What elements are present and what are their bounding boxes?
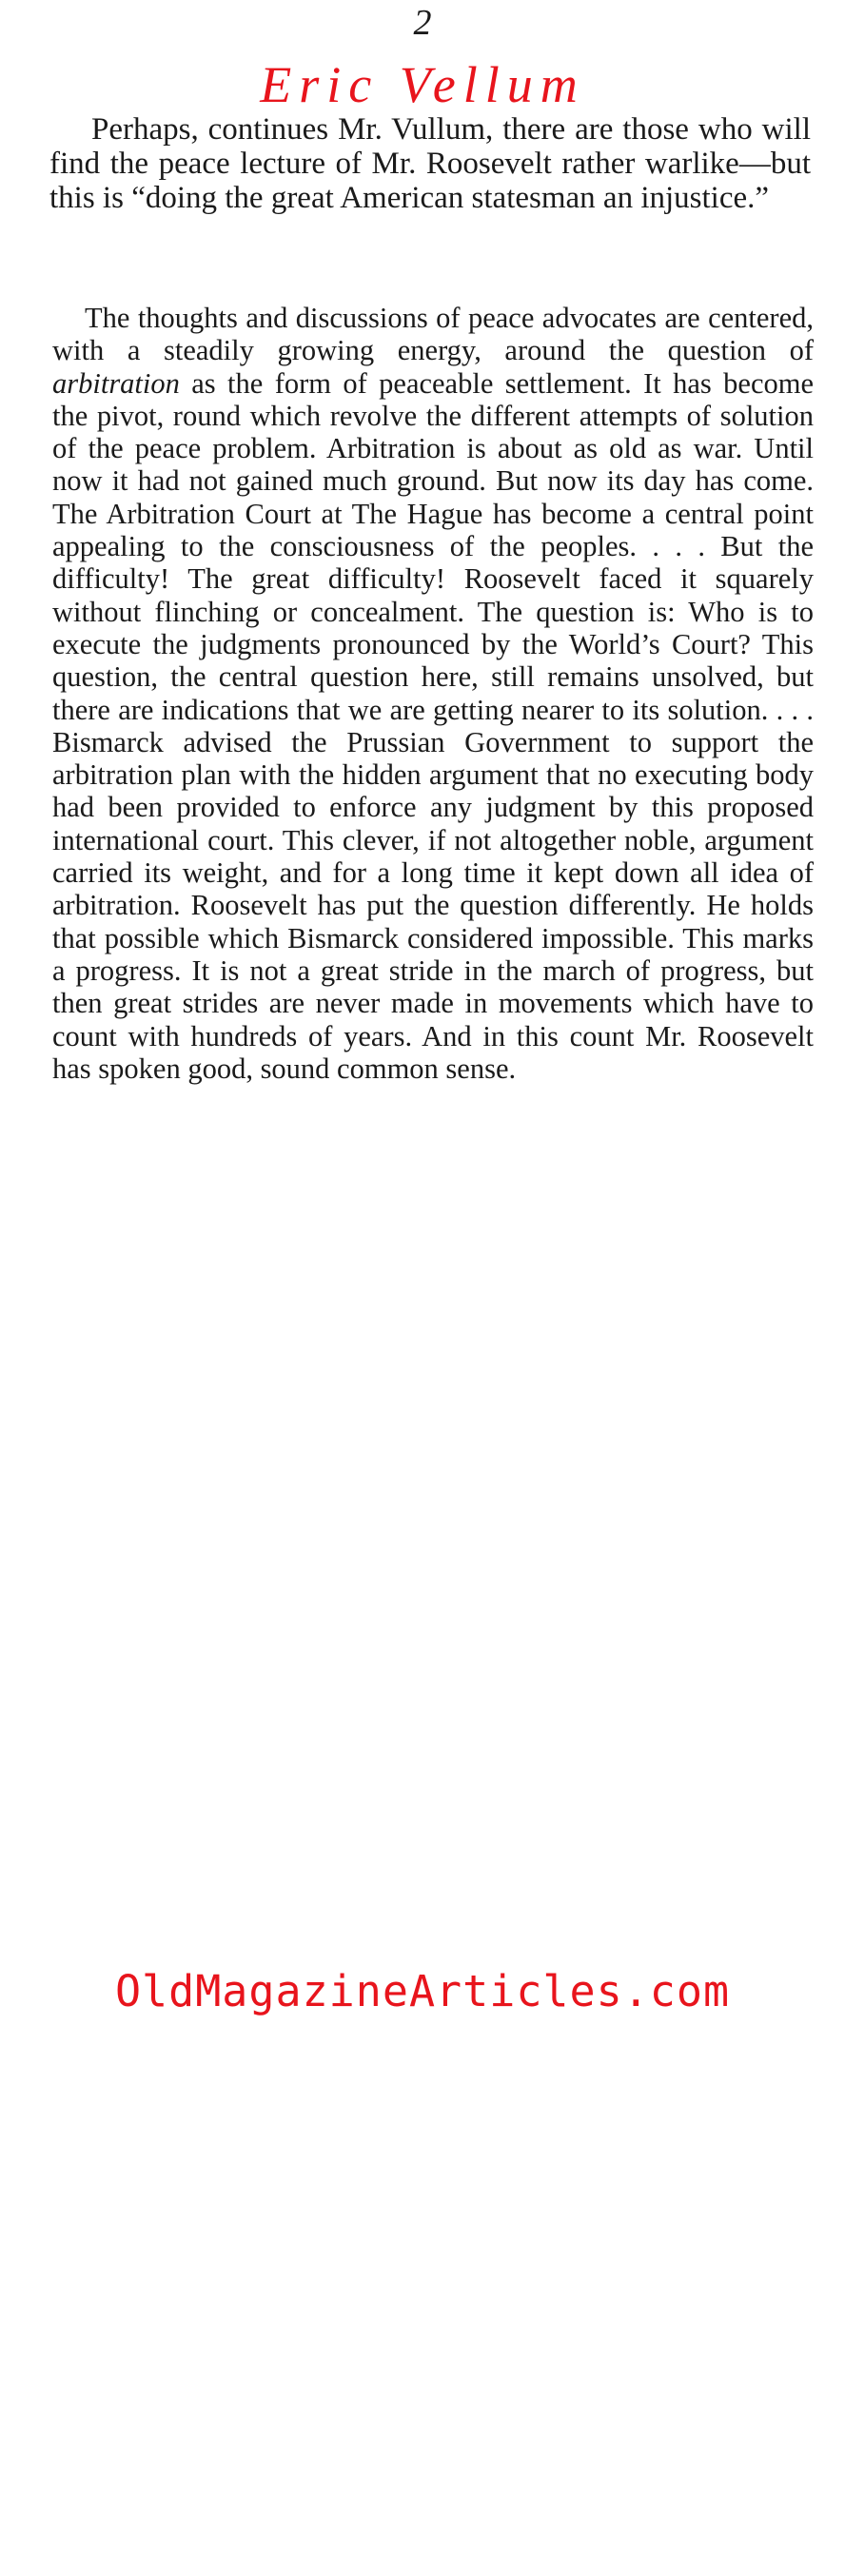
body-emphasis: arbitration xyxy=(52,366,180,400)
intro-paragraph: Perhaps, continues Mr. Vullum, there are those who will find the peace lecture of Mr. Roosevelt rather warlike—but this is “doing the great American statesman an injustice.” xyxy=(49,112,811,215)
author-heading: Eric Vellum xyxy=(260,56,585,113)
body-text-start: The thoughts and discussions of peace advocates are centered, with a steadily growing energy, around the question of xyxy=(52,302,814,367)
page-number: 2 xyxy=(413,3,432,43)
body-paragraph xyxy=(52,302,814,1085)
site-watermark: OldMagazineArticles.com xyxy=(114,1966,731,2016)
body-text-end: as the form of peaceable settlement. It has become the pivot, round which revolve the different attempts of solution of the peace problem. Arbitration is about as old as war. Until now it had not gained much ground. But now its day has come. The Arbitration Court at The Hague has become a central point appealing to the consciousness of the peoples. . . . But the difficulty! The great difficulty! Roosevelt faced it squarely without flinching or concealment. The question is: Who is to execute the judgments pronounced by the World’s Court? This question, the central question here, still remains unsolved, but there are indications that we are getting nearer to its solution. . . . Bismarck advised the Prussian Government to support the arbitration plan with the hidden argument that no executing body had been provided to enforce any judgment by this proposed international court. This clever, if not altogether noble, argument carried its weight, and for a long time it kept down all idea of arbitration. Roosevelt has put the question differently. He holds that possible which Bismarck considered impossible. This marks a progress. It is not a great stride in the march of progress, but then great strides are never made in movements which have to count with hundreds of years. And in this count Mr. Roosevelt has spoken good, sound common sense. xyxy=(52,366,814,1085)
